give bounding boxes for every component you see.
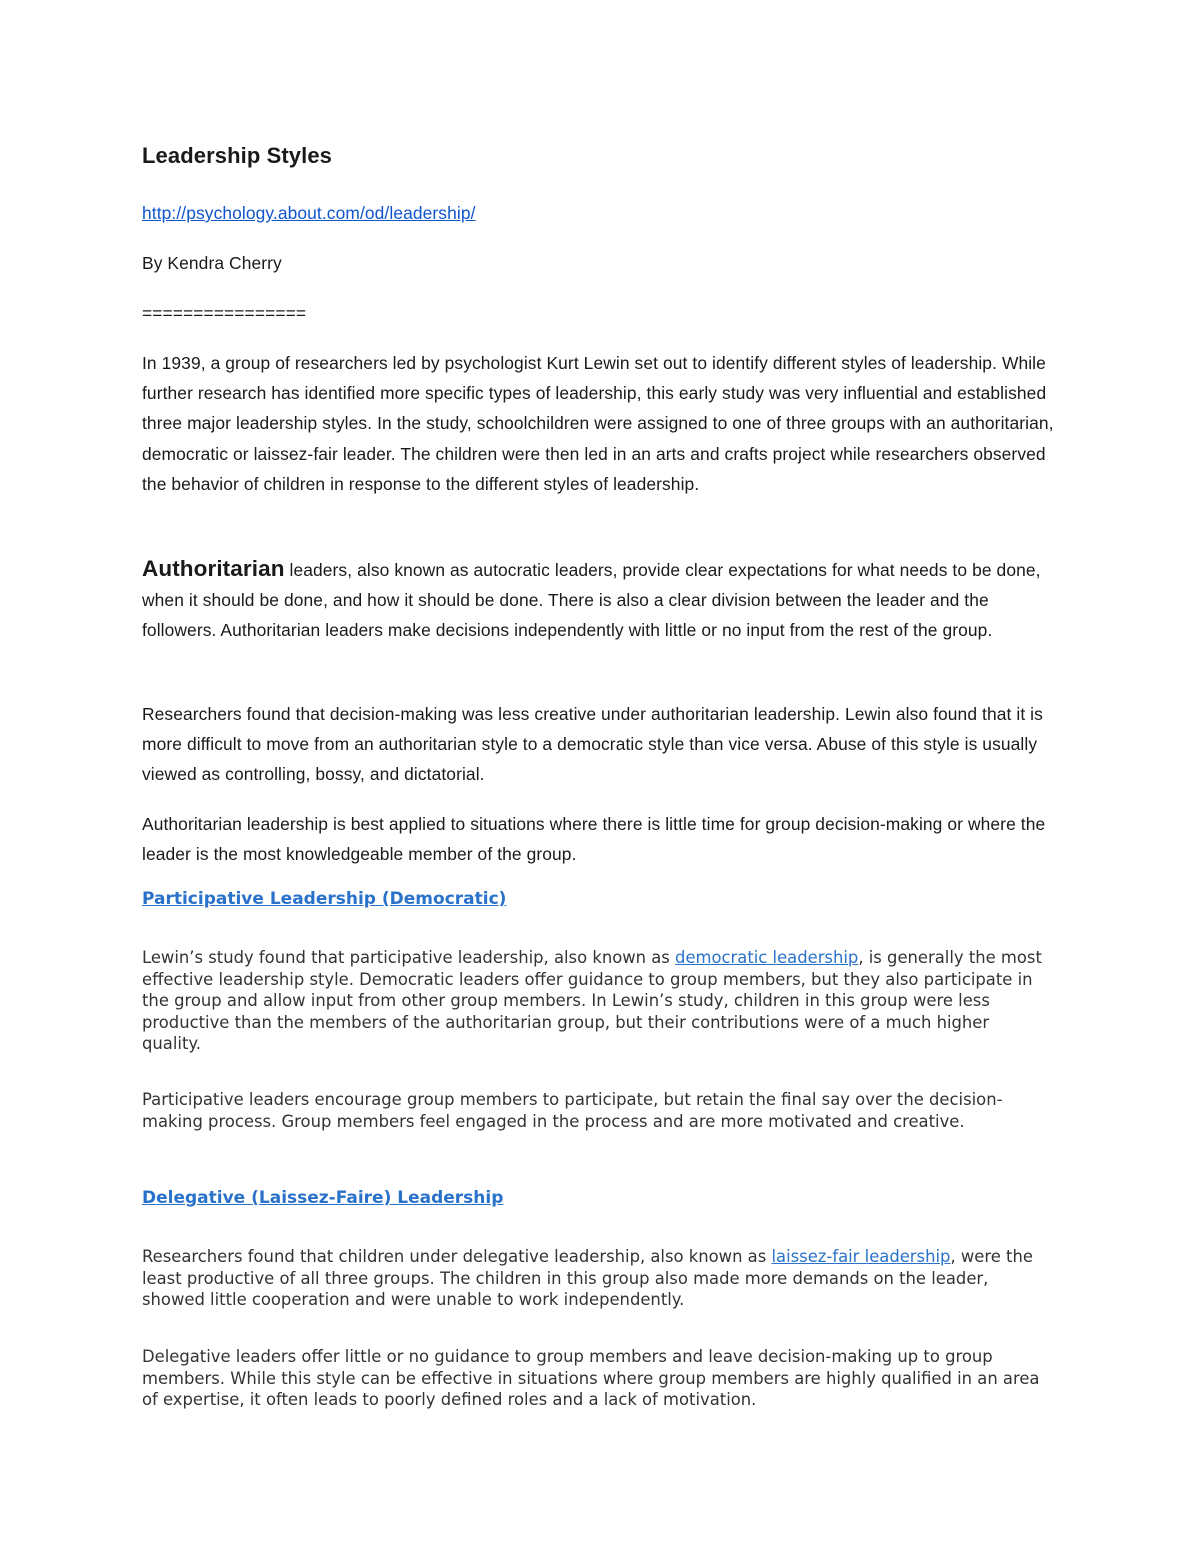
participative-paragraph-1-before: Lewin’s study found that participative leadership, also known as xyxy=(142,948,676,967)
intro-paragraph: In 1939, a group of researchers led by psychologist Kurt Lewin set out to identify different styles of leadership. While further research has identified more specific types of leadership, this early study was very influential and established three major leadership styles. In the study, schoolchildren were assigned to one of three groups with an authoritarian, democratic or laissez-fair leader. The children were then led in an arts and crafts project while researchers observed the behavior of children in response to the different styles of leadership. xyxy=(142,353,1054,494)
authoritarian-paragraph-2: Researchers found that decision-making was less creative under authoritarian leadership. Lewin also found that it is more difficult to move from an authoritarian style to a democratic style than vice versa. Abuse of this style is usually viewed as controlling, bossy, and dictatorial. xyxy=(142,704,1043,785)
participative-paragraph-1-after: , is generally the most effective leadership style. Democratic leaders offer guidance to group members, but they also participate in the group and allow input from other group members. In Lewin’s study, children in this group were less productive than the members of the authoritarian group, but their contributions were of a much higher quality. xyxy=(142,948,1042,1054)
participative-paragraph-2: Participative leaders encourage group members to participate, but retain the final say over the decision-making process. Group members feel engaged in the process and are more motivated and creative. xyxy=(142,1090,1003,1131)
democratic-leadership-link[interactable]: democratic leadership xyxy=(675,948,859,967)
byline: By Kendra Cherry xyxy=(142,253,282,273)
delegative-paragraph-1-before: Researchers found that children under delegative leadership, also known as xyxy=(142,1247,772,1266)
delegative-paragraph-1 xyxy=(142,1246,1047,1311)
authoritarian-paragraph-1-text: leaders, also known as autocratic leaders, provide clear expectations for what needs to be done, when it should be done, and how it should be done. There is also a clear division between the leader and the followers. Authoritarian leaders make decisions independently with little or no input from the rest of the group. xyxy=(142,560,1041,641)
participative-heading-link[interactable]: Participative Leadership (Democratic) xyxy=(142,889,507,909)
authoritarian-paragraph-3: Authoritarian leadership is best applied to situations where there is little time for group decision-making or where the leader is the most knowledgeable member of the group. xyxy=(142,814,1046,865)
source-url-link[interactable]: http://psychology.about.com/od/leadership/ xyxy=(142,203,476,223)
authoritarian-paragraph-1 xyxy=(142,554,1062,646)
delegative-paragraph-2: Delegative leaders offer little or no guidance to group members and leave decision-making up to group members. While this style can be effective in situations where group members are highly qualified in an area of expertise, it often leads to poorly defined roles and a lack of motivation. xyxy=(142,1347,1040,1410)
laissez-fair-leadership-link[interactable]: laissez-fair leadership xyxy=(771,1247,951,1266)
authoritarian-lead-word: Authoritarian xyxy=(142,556,285,581)
delegative-heading-link[interactable]: Delegative (Laissez-Faire) Leadership xyxy=(142,1188,504,1208)
participative-paragraph-1 xyxy=(142,947,1047,1055)
delegative-paragraph-1-after: , were the least productive of all three groups. The children in this group also made more demands on the leader, showed little cooperation and were unable to work independently. xyxy=(142,1247,1033,1310)
document-title: Leadership Styles xyxy=(142,143,332,168)
section-divider: ================ xyxy=(142,303,307,323)
